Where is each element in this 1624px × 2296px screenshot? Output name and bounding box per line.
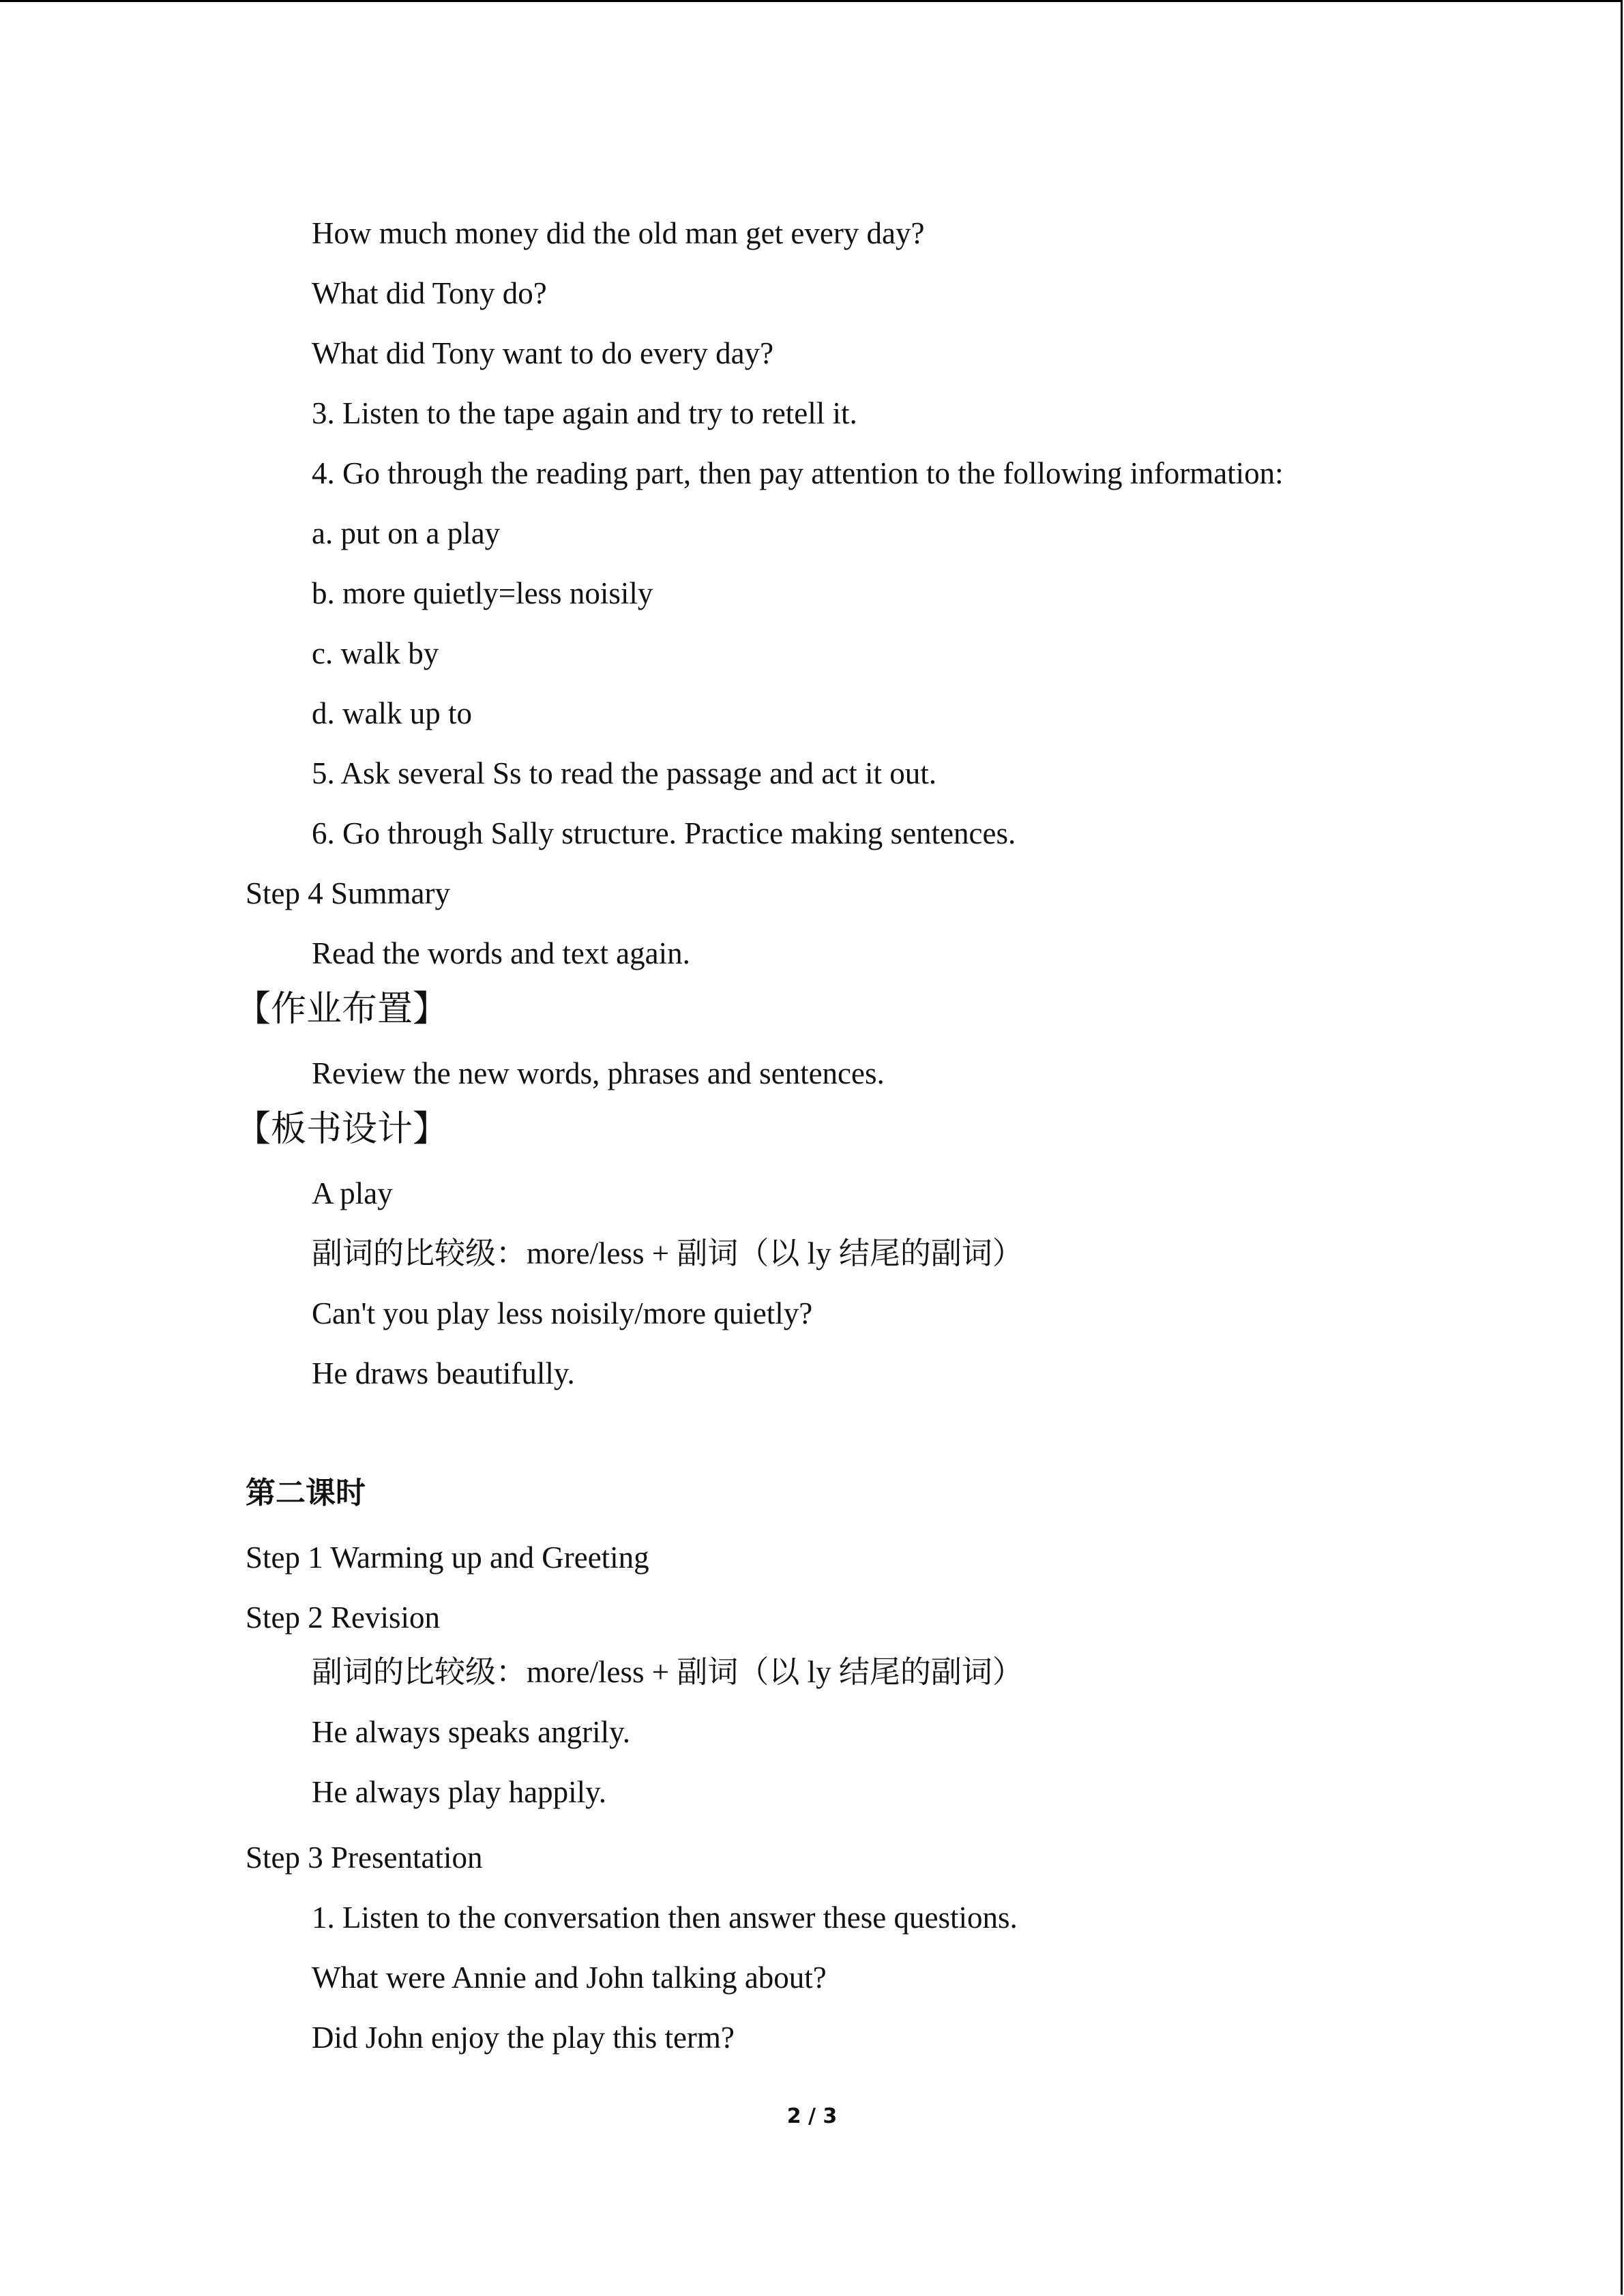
phrase-item: b. more quietly=less noisily: [312, 576, 653, 610]
instruction-line: 5. Ask several Ss to read the passage and act it out.: [312, 756, 937, 790]
board-line: Can't you play less noisily/more quietly?: [312, 1296, 813, 1330]
board-line: A play: [312, 1176, 393, 1210]
step2-line: 副词的比较级：more/less + 副词（以 ly 结尾的副词）: [312, 1655, 1023, 1689]
page-number: 2 / 3: [786, 2104, 838, 2128]
step4-text: Read the words and text again.: [312, 936, 690, 970]
phrase-item: a. put on a play: [312, 516, 501, 550]
lesson2-title: 第二课时: [246, 1476, 366, 1510]
instruction-line: 6. Go through Sally structure. Practice making sentences.: [312, 816, 1016, 850]
step2-title: Step 2 Revision: [246, 1600, 441, 1635]
phrase-item: d. walk up to: [312, 696, 472, 730]
step2-line: He always speaks angrily.: [312, 1715, 630, 1749]
board-line: 副词的比较级：more/less + 副词（以 ly 结尾的副词）: [312, 1236, 1023, 1270]
step3-title: Step 3 Presentation: [246, 1840, 483, 1875]
step3-line: Did John enjoy the play this term?: [312, 2021, 735, 2055]
homework-text: Review the new words, phrases and sentences.: [312, 1056, 885, 1090]
step3-line: 1. Listen to the conversation then answer these questions.: [312, 1900, 1018, 1935]
question-line: What did Tony want to do every day?: [312, 336, 774, 370]
instruction-line: 3. Listen to the tape again and try to retell it.: [312, 396, 857, 430]
question-line: What did Tony do?: [312, 276, 547, 310]
step4-title: Step 4 Summary: [246, 876, 450, 910]
step1-title: Step 1 Warming up and Greeting: [246, 1540, 649, 1575]
instruction-line: 4. Go through the reading part, then pay attention to the following information:: [312, 456, 1284, 490]
question-line: How much money did the old man get every day?: [312, 216, 925, 250]
step2-line: He always play happily.: [312, 1775, 606, 1809]
board-heading: 【板书设计】: [235, 1109, 449, 1150]
board-line: He draws beautifully.: [312, 1356, 575, 1390]
step3-line: What were Annie and John talking about?: [312, 1960, 827, 1995]
phrase-item: c. walk by: [312, 636, 439, 670]
homework-heading: 【作业布置】: [235, 989, 449, 1030]
